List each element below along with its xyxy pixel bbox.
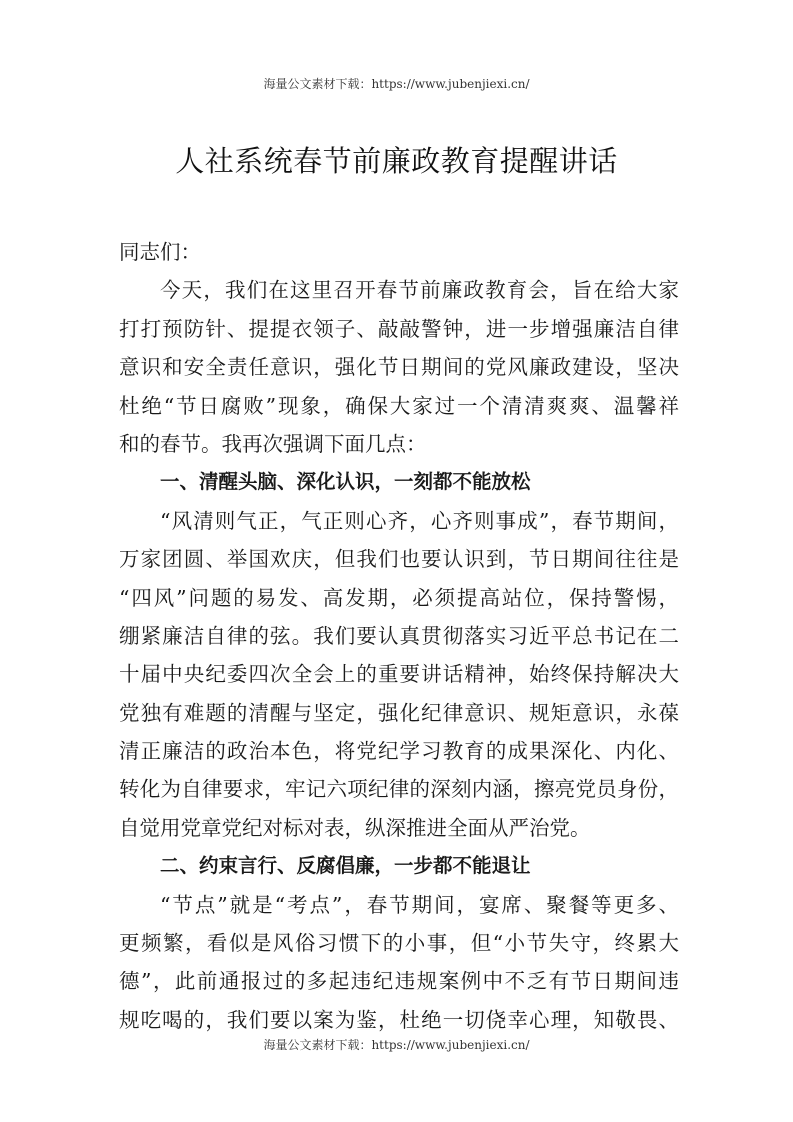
body-text-line: 万家团圆、举国欢庆，但我们也要认识到，节日期间往往是 [119,547,679,572]
body-text-line: 杜绝“节日腐败”现象，确保大家过一个清清爽爽、温馨祥 [119,393,679,418]
body-text-line: 十届中央纪委四次全会上的重要讲话精神，始终保持解决大 [119,662,679,687]
document-body [119,233,679,1039]
body-text-line: “四风”问题的易发、高发期，必须提高站位，保持警惕， [119,585,679,610]
body-text-line: 自觉用党章党纪对标对表，纵深推进全面从严治党。 [119,815,591,840]
section-heading: 二、约束言行、反腐倡廉，一步都不能退让 [160,854,531,878]
body-text-line: 和的春节。我再次强调下面几点： [119,431,427,456]
body-text-line: 更频繁，看似是风俗习惯下的小事，但“小节失守，终累大 [119,931,679,956]
body-text-line: 意识和安全责任意识，强化节日期间的党风廉政建设，坚决 [119,355,679,380]
document-title: 人社系统春节前廉政教育提醒讲话 [175,144,618,178]
body-text-line: 德”，此前通报过的多起违纪违规案例中不乏有节日期间违 [119,969,679,994]
body-text-line: 今天，我们在这里召开春节前廉政教育会，旨在给大家 [160,278,679,303]
body-text-line: 绷紧廉洁自律的弦。我们要认真贯彻落实习近平总书记在二 [119,623,679,648]
body-text-line: “风清则气正，气正则心齐，心齐则事成”，春节期间， [160,508,679,533]
page-header: 海量公文素材下载：https://www.jubenjiexi.cn/ [263,77,530,91]
body-text-line: 规吃喝的，我们要以案为鉴，杜绝一切侥幸心理，知敬畏、 [119,1007,679,1032]
body-text-line: 打打预防针、提提衣领子、敲敲警钟，进一步增强廉洁自律 [119,316,679,341]
body-text-line: 转化为自律要求，牢记六项纪律的深刻内涵，擦亮党员身份， [119,777,679,802]
body-text-line: 党独有难题的清醒与坚定，强化纪律意识、规矩意识，永葆 [119,700,679,725]
page-footer: 海量公文素材下载：https://www.jubenjiexi.cn/ [263,1038,530,1052]
body-text-line: 同志们： [119,240,201,264]
body-text-line: 清正廉洁的政治本色，将党纪学习教育的成果深化、内化、 [119,739,679,764]
body-text-line: “节点”就是“考点”，春节期间，宴席、聚餐等更多、 [160,892,679,917]
section-heading: 一、清醒头脑、深化认识，一刻都不能放松 [160,470,531,494]
